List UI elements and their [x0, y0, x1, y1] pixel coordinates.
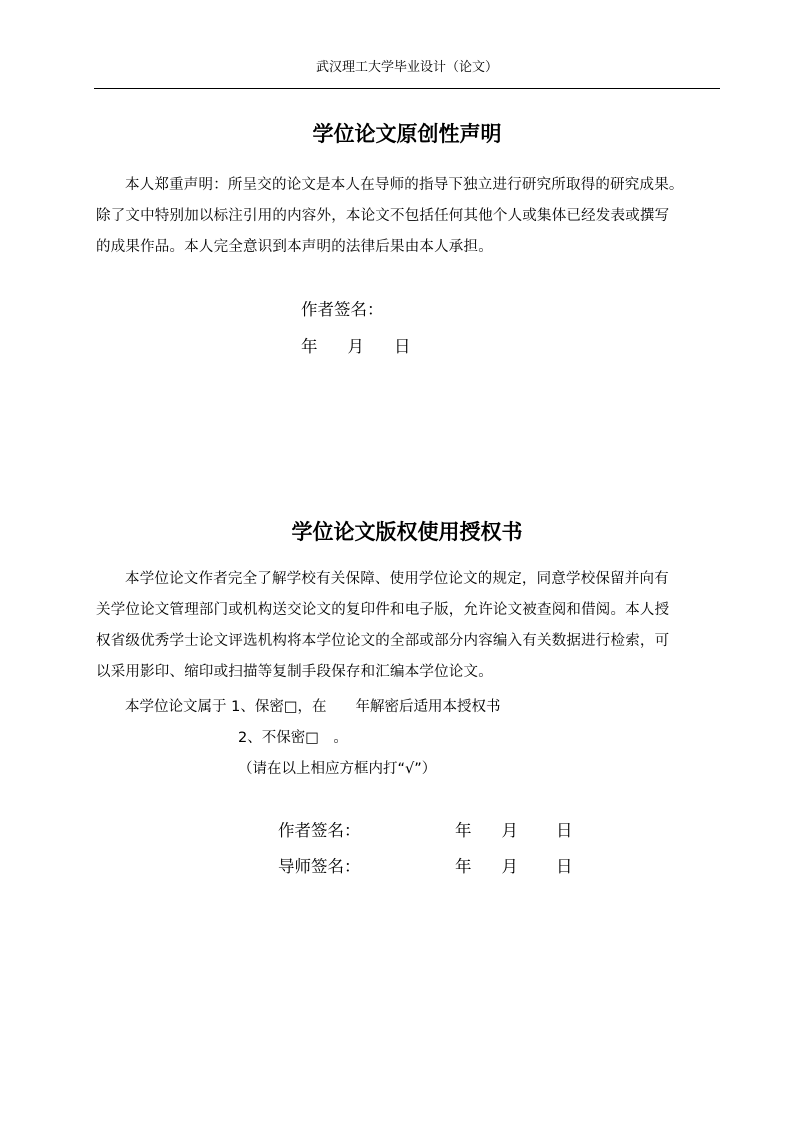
declaration-date — [301, 333, 411, 357]
declaration-line: 除了文中特别加以标注引用的内容外，本论文不包括任何其他个人或集体已经发表或撰写 — [96, 208, 670, 224]
page-header: 武汉理工大学毕业设计（论文） — [315, 60, 498, 75]
month-label: 月 — [501, 821, 518, 840]
declaration-line: 的成果作品。本人完全意识到本声明的法律后果由本人承担。 — [96, 239, 493, 255]
authorization-advisor-date — [455, 853, 573, 877]
option-not-confidential: 2、不保密□ 。 — [238, 730, 348, 746]
declaration-title: 学位论文原创性声明 — [312, 121, 502, 146]
declaration-author-signature-label: 作者签名： — [301, 300, 384, 319]
year-label: 年 — [301, 337, 318, 356]
year-label: 年 — [455, 857, 472, 876]
checkbox-instruction: （请在以上相应方框内打“√”） — [238, 761, 437, 777]
header-rule — [94, 88, 720, 89]
authorization-line: 权省级优秀学士论文评选机构将本学位论文的全部或部分内容编入有关数据进行检索，可 — [96, 633, 670, 649]
declaration-line: 本人郑重声明：所呈交的论文是本人在导师的指导下独立进行研究所取得的研究成果。 — [125, 177, 684, 193]
authorization-paragraph — [96, 564, 724, 688]
day-label: 日 — [394, 337, 411, 356]
authorization-title: 学位论文版权使用授权书 — [291, 519, 523, 544]
authorization-line: 本学位论文作者完全了解学校有关保障、使用学位论文的规定，同意学校保留并向有 — [125, 571, 669, 587]
authorization-advisor-signature-label: 导师签名： — [278, 857, 361, 876]
option-confidential: 本学位论文属于 1、保密□，在 年解密后适用本授权书 — [125, 699, 501, 715]
month-label: 月 — [501, 857, 518, 876]
authorization-line: 以采用影印、缩印或扫描等复制手段保存和汇编本学位论文。 — [96, 664, 493, 680]
day-label: 日 — [556, 821, 573, 840]
day-label: 日 — [556, 857, 573, 876]
declaration-paragraph — [96, 170, 724, 263]
year-label: 年 — [455, 821, 472, 840]
authorization-line: 关学位论文管理部门或机构送交论文的复印件和电子版，允许论文被查阅和借阅。本人授 — [96, 602, 670, 618]
month-label: 月 — [347, 337, 364, 356]
authorization-author-date — [455, 817, 573, 841]
authorization-author-signature-label: 作者签名： — [278, 821, 361, 840]
